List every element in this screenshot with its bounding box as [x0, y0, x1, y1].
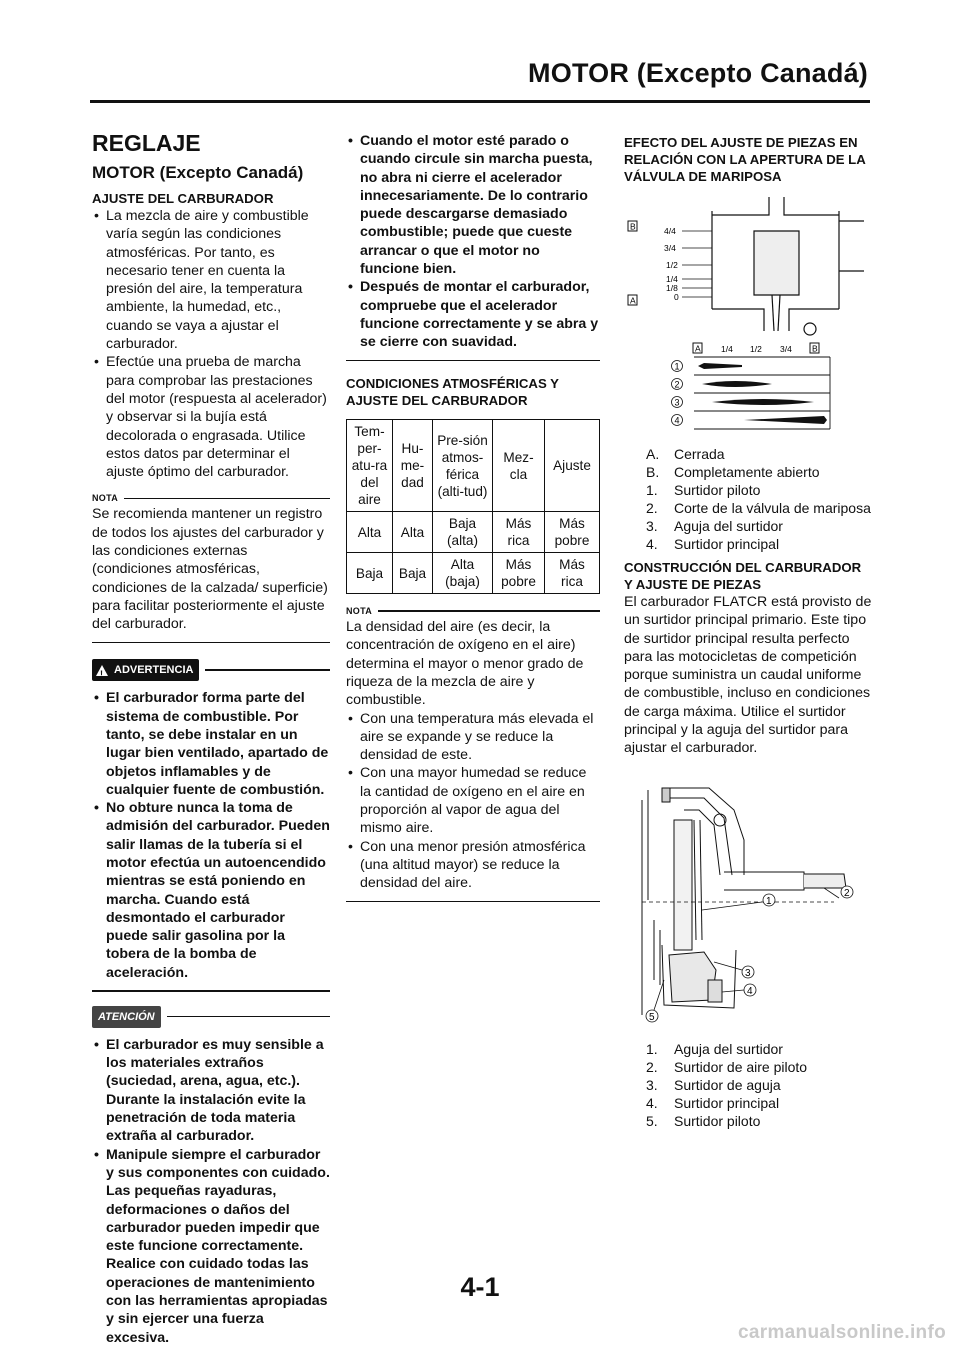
scale-label: 1/4: [666, 274, 678, 284]
nota-box: [92, 491, 330, 643]
table-row: [347, 553, 600, 594]
list-item: • El carburador forma parte del sistema de combustible. Por tanto, se debe instalar en un lugar bien ventilado, apartado de objetos inflamables y de cualquier fuente de combustión.: [92, 689, 330, 799]
table-header-cell: Tem-per-atu-ra del aire: [347, 420, 393, 512]
callout-3: 3: [745, 967, 751, 979]
list-item: • Con una temperatura más elevada el aire se expande y se reduce la densidad de este.: [346, 710, 600, 765]
warning-bullets: [92, 689, 330, 982]
label-a: A: [630, 295, 636, 306]
table-header-cell: Pre-sión atmos-férica (alti-tud): [433, 420, 493, 512]
construction-heading: CONSTRUCCIÓN DEL CARBURADOR Y AJUSTE DE PIEZAS: [624, 560, 862, 592]
throttle-diagram: [624, 191, 872, 339]
divider: [92, 642, 330, 644]
nota-text: Se recomienda mantener un registro de todos los ajustes del carburador y las condiciones externas (condiciones atmosféricas, condiciones de la calzada/ superficie) para facilitar posteriormente el ajuste del carburador.: [92, 506, 328, 633]
row-callout: 3: [674, 397, 680, 408]
legend-row: 1. Aguja del surtidor: [646, 1040, 783, 1057]
list-item: • Después de montar el carburador, compruebe que el acelerador funcione correctamente y se abra y se cierre con suavidad.: [346, 278, 600, 351]
callout-1: 1: [766, 895, 772, 907]
table-header-cell: Ajuste: [545, 420, 600, 512]
axis-label: 3/4: [780, 344, 792, 354]
table-cell: Más pobre: [493, 553, 545, 594]
axis-label: A: [695, 343, 701, 354]
effect-heading: EFECTO DEL AJUSTE DE PIEZAS EN RELACIÓN CON LA APERTURA DE LA VÁLVULA DE MARIPOSA: [624, 135, 866, 184]
scale-label: 1/2: [666, 260, 678, 270]
warning-header: [92, 659, 330, 681]
legend-row: 5. Surtidor piloto: [646, 1112, 761, 1129]
carb-adjust-heading: AJUSTE DEL CARBURADOR: [92, 191, 274, 206]
column-left: [92, 118, 330, 1347]
column-right: [624, 118, 872, 1130]
caution-bullets-cont: [346, 132, 600, 352]
atmospheric-table: [346, 419, 600, 594]
jet-needle-bar: [712, 399, 814, 405]
callout-5: 5: [649, 1011, 655, 1023]
legend-row: 3. Aguja del surtidor: [646, 518, 783, 534]
callout-2: 2: [844, 887, 850, 899]
nota-bullets: [346, 710, 600, 893]
axis-label: 1/4: [721, 344, 733, 354]
axis-label: B: [812, 343, 818, 354]
scale-label: 3/4: [664, 243, 676, 253]
list-item: • Cuando el motor esté parado o cuando circule sin marcha puesta, no abra ni cierre el acelerador innecesariamente. De lo contrario puede descargarse demasiado combustible; puede que cueste arrancar o que el motor no funcione bien.: [346, 132, 600, 278]
table-cell: Alta (baja): [433, 553, 493, 594]
atmospheric-heading: CONDICIONES ATMOSFÉRICAS Y AJUSTE DEL CARBURADOR: [346, 376, 559, 409]
scale-label: 1/8: [666, 283, 678, 293]
throttle-diagram-svg: [624, 191, 872, 339]
page-number: 4-1: [460, 1272, 500, 1302]
watermark: carmanualsonline.info: [738, 1322, 946, 1343]
table-cell: Más pobre: [545, 512, 600, 553]
table-cell: Baja: [393, 553, 433, 594]
throttle-cutaway-bar: [702, 381, 772, 387]
row-callout: 1: [674, 361, 680, 372]
main-jet-bar: [744, 416, 827, 424]
opening-chart: [624, 341, 872, 439]
label-b: B: [630, 221, 636, 232]
legend-construction: [646, 1040, 872, 1130]
caution-badge: ATENCIÓN: [92, 1006, 161, 1028]
legend-row: 3. Surtidor de aguja: [646, 1076, 781, 1093]
table-cell: Alta: [347, 512, 393, 553]
caution-header: [92, 1006, 330, 1028]
legend-row: 4. Surtidor principal: [646, 536, 780, 552]
scale-label: 0: [674, 292, 679, 302]
row-callout: 4: [674, 415, 680, 426]
subsection-title: MOTOR (Excepto Canadá): [92, 163, 304, 182]
section-title: REGLAJE: [92, 130, 201, 156]
list-item: • El carburador es muy sensible a los materiales extraños (suciedad, arena, agua, etc.). Durante la instalación evite la penetración de toda materia extraña al carburador.: [92, 1036, 330, 1146]
carburetor-svg: [624, 780, 872, 1030]
legend-row: 2. Corte de la válvula de mariposa: [646, 500, 871, 516]
scale-label: 4/4: [664, 226, 676, 236]
warning-badge: [92, 659, 199, 681]
table-cell: Más rica: [545, 553, 600, 594]
table-cell: Baja: [347, 553, 393, 594]
page-header-title: MOTOR (Excepto Canadá): [528, 58, 868, 88]
legend-row: 4. Surtidor principal: [646, 1094, 780, 1111]
table-cell: Más rica: [493, 512, 545, 553]
table-header-row: [347, 420, 600, 512]
row-callout: 2: [674, 379, 680, 390]
header-rule: [90, 100, 870, 103]
divider: [346, 901, 600, 903]
legend-row: 2. Surtidor de aire piloto: [646, 1058, 808, 1075]
table-cell: Baja (alta): [433, 512, 493, 553]
list-item: • Manipule siempre el carburador y sus componentes con cuidado. Las pequeñas rayaduras, deformaciones o daños del carburador pueden impedir que este funcione correctamente. Realice con cuidado todas las operaciones de mantenimiento con las herramientas apropiadas y sin ejercer una fuerza excesiva.: [92, 1146, 330, 1347]
carb-bullets: [92, 207, 330, 481]
construction-text: El carburador FLATCR está provisto de un surtidor principal primario. Este tipo de surtidor principal resulta perfecto para las motocicletas de competición porque suministra un caudal uniforme de combustible, incluso en condiciones de carga máxima. Utilice el surtidor principal y la aguja del surtidor para ajustar el carburador.: [624, 594, 872, 757]
list-item: • Efectúe una prueba de marcha para comprobar las prestaciones del motor (respuesta al acelerador) y observar si la bujía está decolorada o engrasada. Utilice estos datos par determinar el ajuste óptimo del carburador.: [92, 353, 330, 481]
warning-label: ADVERTENCIA: [114, 664, 194, 677]
table-header-cell: Mez-cla: [493, 420, 545, 512]
legend-row: A. Cerrada: [646, 446, 725, 462]
callout-4: 4: [747, 985, 753, 997]
warning-triangle-icon: [96, 665, 108, 676]
pilot-jet-bar: [698, 363, 742, 369]
nota-label: NOTA: [92, 493, 119, 504]
axis-label: 1/2: [750, 344, 762, 354]
list-item: • Con una mayor humedad se reduce la cantidad de oxígeno en el aire en proporción al vapor de agua del mismo aire.: [346, 764, 600, 837]
legend-row: 1. Surtidor piloto: [646, 482, 761, 498]
legend-row: B. Completamente abierto: [646, 464, 820, 480]
legend-effect: [646, 445, 872, 553]
divider: [346, 360, 600, 362]
nota-text: La densidad del aire (es decir, la concentración de oxígeno en el aire) determina el mayor o menor grado de riqueza de la mezcla de aire y combustible.: [346, 619, 584, 709]
divider: [92, 990, 330, 992]
list-item: • No obture nunca la toma de admisión del carburador. Pueden salir llamas de la tubería si el motor efectúa un autoencendido mientras se está poniendo en marcha. Cuando está desmontado el carburador puede salir gasolina por la tobera de la bomba de aceleración.: [92, 799, 330, 982]
table-cell: Alta: [393, 512, 433, 553]
column-middle: [346, 118, 600, 902]
carburetor-cross-section: [624, 780, 872, 1030]
nota-label: NOTA: [346, 605, 373, 616]
table-row: [347, 512, 600, 553]
table-header-cell: Hu-me-dad: [393, 420, 433, 512]
nota-box: [346, 604, 600, 902]
opening-chart-svg: [624, 341, 872, 439]
list-item: • La mezcla de aire y combustible varía según las condiciones atmosféricas. Por tanto, es necesario tener en cuenta la presión del aire, la temperatura ambiente, la humedad, etc., cuando se vaya a ajustar el carburador.: [92, 207, 330, 353]
list-item: • Con una menor presión atmosférica (una altitud mayor) se reduce la densidad del aire.: [346, 838, 600, 893]
